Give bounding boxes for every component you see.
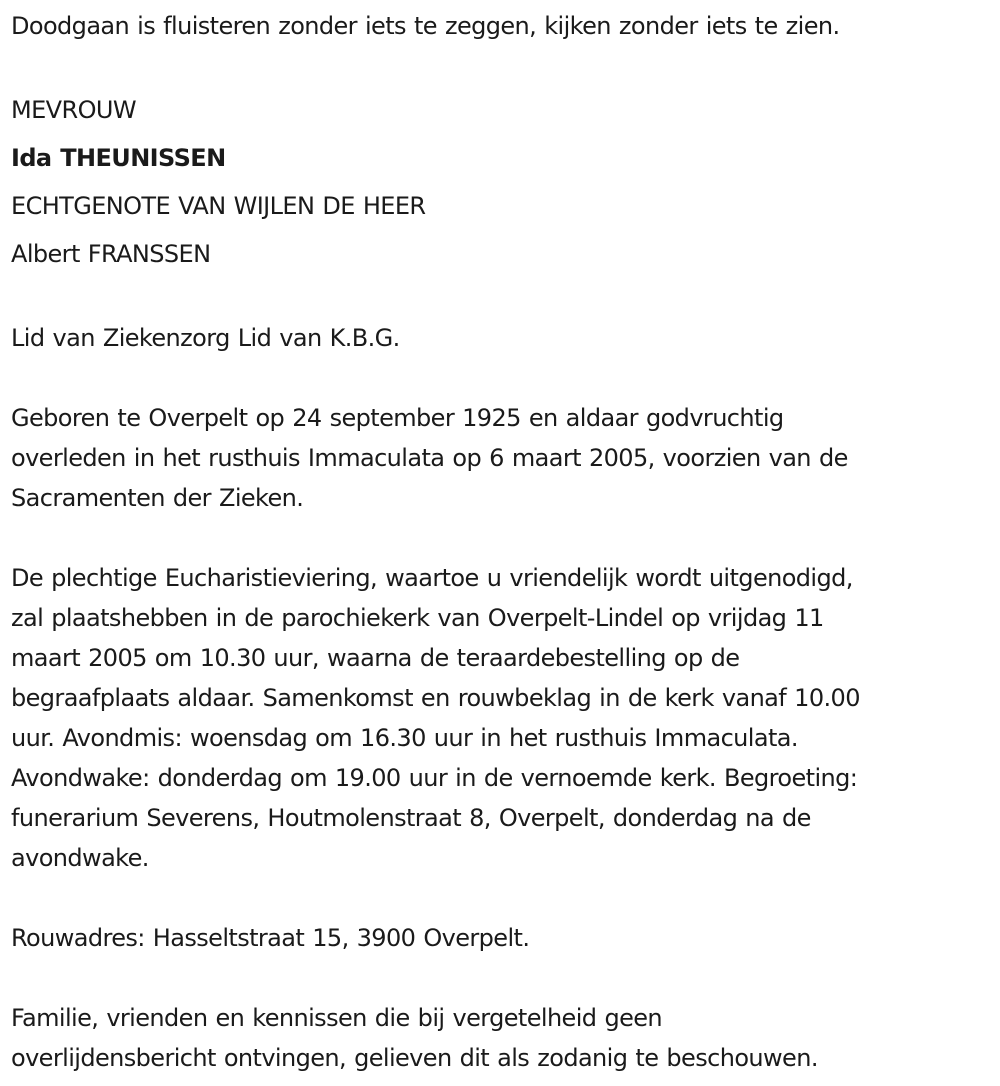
spacer — [11, 878, 996, 918]
paragraph-line: Sacramenten der Zieken. — [11, 484, 304, 512]
spacer — [11, 46, 996, 86]
deceased-name: Ida THEUNISSEN — [11, 144, 226, 172]
motto-text: Doodgaan is fluisteren zonder iets te zeggen, kijken zonder iets te zien. — [11, 12, 840, 40]
paragraph-line: Avondwake: donderdag om 19.00 uur in de vernoemde kerk. Begroeting: — [11, 764, 858, 792]
paragraph-line: begraafplaats aldaar. Samenkomst en rouwbeklag in de kerk vanaf 10.00 — [11, 684, 860, 712]
mourning-address-text: Rouwadres: Hasseltstraat 15, 3900 Overpelt. — [11, 924, 530, 952]
paragraph-line: avondwake. — [11, 844, 149, 872]
spacer — [11, 358, 996, 398]
paragraph-line: overleden in het rusthuis Immaculata op 6 maart 2005, voorzien van de — [11, 444, 848, 472]
memberships-text: Lid van Ziekenzorg Lid van K.B.G. — [11, 324, 400, 352]
birth-death-paragraph — [11, 398, 996, 518]
obituary-document — [11, 6, 996, 1078]
paragraph-line: De plechtige Eucharistieviering, waartoe u vriendelijk wordt uitgenodigd, — [11, 564, 853, 592]
paragraph-line: Geboren te Overpelt op 24 september 1925 en aldaar godvruchtig — [11, 404, 784, 432]
spacer — [11, 518, 996, 558]
mourning-address — [11, 918, 996, 958]
spacer — [11, 278, 996, 318]
closing-paragraph — [11, 998, 996, 1078]
paragraph-line: uur. Avondmis: woensdag om 16.30 uur in het rusthuis Immaculata. — [11, 724, 798, 752]
paragraph-line: overlijdensbericht ontvingen, gelieven dit als zodanig te beschouwen. — [11, 1044, 818, 1072]
deceased-title: MEVROUW — [11, 96, 136, 124]
ceremony-paragraph — [11, 558, 996, 878]
deceased-relation: ECHTGENOTE VAN WIJLEN DE HEER — [11, 192, 426, 220]
paragraph-line: maart 2005 om 10.30 uur, waarna de teraardebestelling op de — [11, 644, 740, 672]
paragraph-line: Familie, vrienden en kennissen die bij vergetelheid geen — [11, 1004, 663, 1032]
motto — [11, 6, 996, 46]
spouse-name: Albert FRANSSEN — [11, 240, 211, 268]
deceased-block — [11, 86, 996, 278]
paragraph-line: zal plaatshebben in de parochiekerk van Overpelt-Lindel op vrijdag 11 — [11, 604, 824, 632]
spacer — [11, 958, 996, 998]
paragraph-line: funerarium Severens, Houtmolenstraat 8, Overpelt, donderdag na de — [11, 804, 811, 832]
memberships — [11, 318, 996, 358]
